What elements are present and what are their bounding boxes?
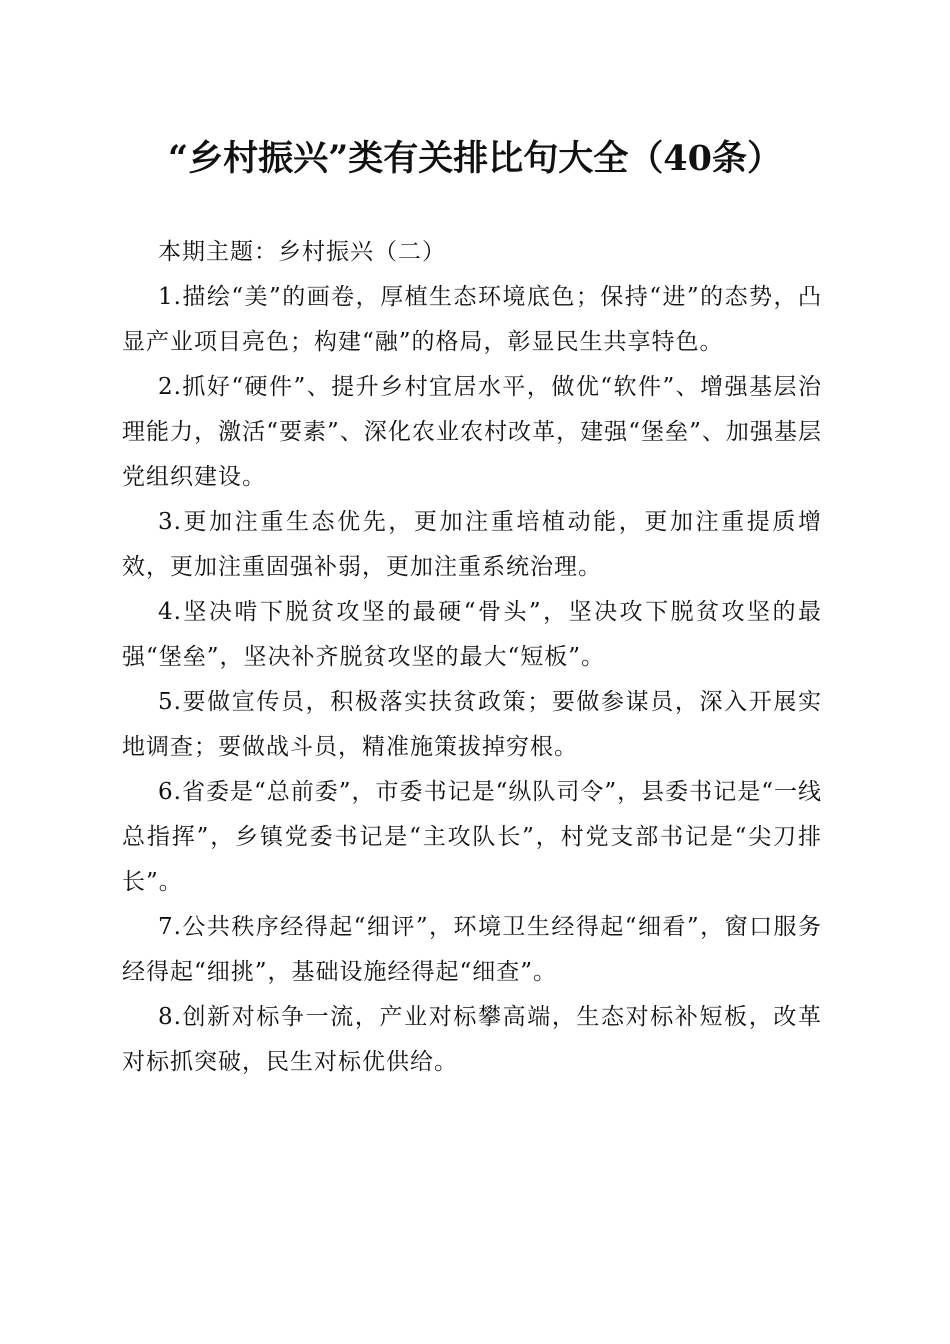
paragraph-2: 2.抓好“硬件”、提升乡村宜居水平，做优“软件”、增强基层治理能力，激活“要素”、深化农业农村改革，建强“堡垒”、加强基层党组织建设。 [122, 374, 822, 490]
paragraph-3: 3.更加注重生态优先，更加注重培植动能，更加注重提质增效，更加注重固强补弱，更加注重系统治理。 [122, 509, 822, 580]
paragraph-4: 4.坚决啃下脱贫攻坚的最硬“骨头”，坚决攻下脱贫攻坚的最强“堡垒”，坚决补齐脱贫攻坚的最大“短板”。 [122, 599, 822, 670]
paragraph-8: 8.创新对标争一流，产业对标攀高端，生态对标补短板，改革对标抓突破，民生对标优供给。 [122, 1004, 822, 1075]
subtitle-line: 本期主题：乡村振兴（二） [158, 239, 446, 265]
document-body [122, 230, 822, 1085]
paragraph-1: 1.描绘“美”的画卷，厚植生态环境底色；保持“进”的态势，凸显产业项目亮色；构建“融”的格局，彰显民生共享特色。 [122, 284, 822, 355]
paragraph-5: 5.要做宣传员，积极落实扶贫政策；要做参谋员，深入开展实地调查；要做战斗员，精准施策拔掉穷根。 [122, 689, 822, 760]
paragraph-6: 6.省委是“总前委”，市委书记是“纵队司令”，县委书记是“一线总指挥”，乡镇党委书记是“主攻队长”，村党支部书记是“尖刀排长”。 [122, 779, 822, 895]
document-title: “乡村振兴”类有关排比句大全（40条） [168, 138, 782, 179]
paragraph-7: 7.公共秩序经得起“细评”，环境卫生经得起“细看”，窗口服务经得起“细挑”，基础设施经得起“细查”。 [122, 914, 822, 985]
